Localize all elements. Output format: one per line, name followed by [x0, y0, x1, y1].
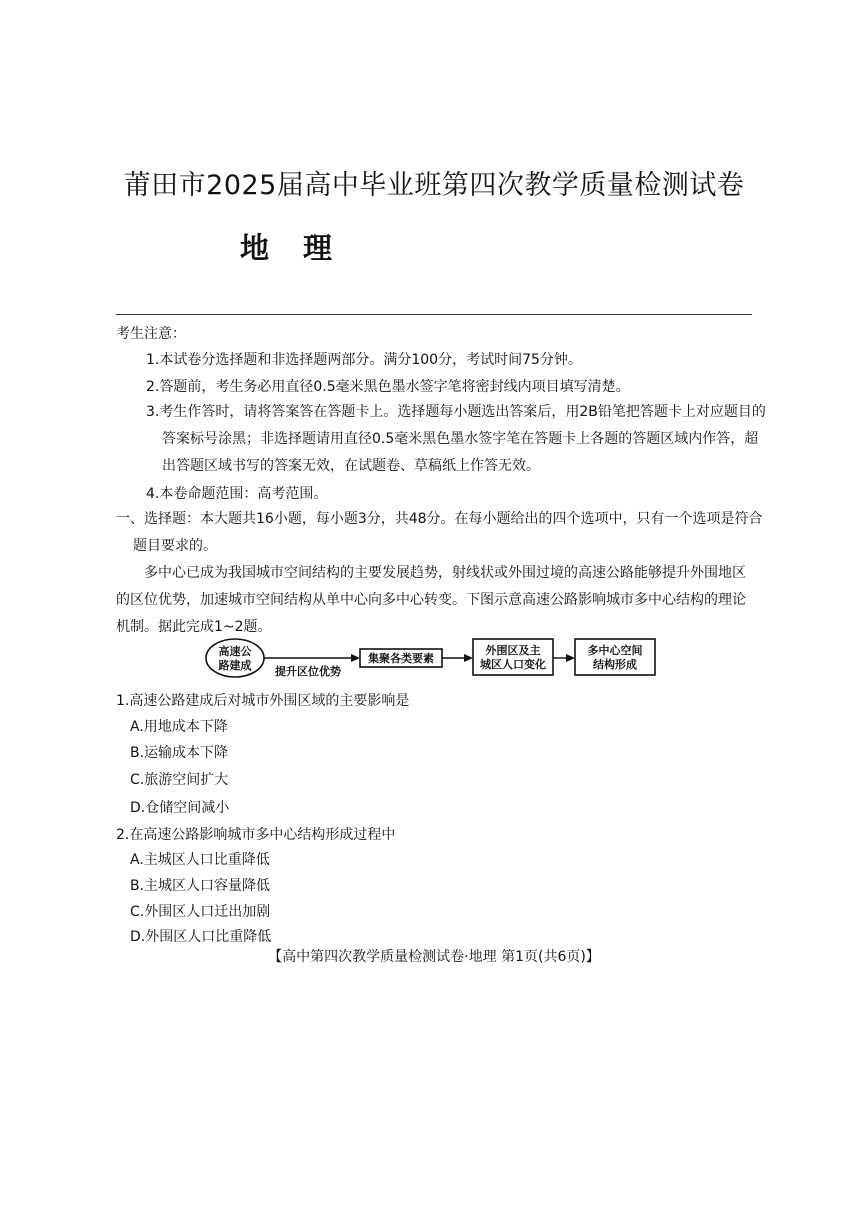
header-divider [116, 314, 752, 315]
question-1-option-d: D.仓储空间减小 [130, 800, 230, 816]
page-footer: 【高中第四次教学质量检测试卷·地理 第1页(共6页)】 [268, 949, 600, 965]
diagram-arrowhead-2 [464, 654, 473, 662]
diagram-node-highway-line2: 路建成 [218, 659, 252, 672]
question-1-option-b: B.运输成本下降 [130, 745, 229, 761]
question-2-option-a: A.主城区人口比重降低 [130, 852, 270, 868]
diagram-node-population-line1: 外围区及主 [485, 644, 541, 657]
section-1-heading: 一、选择题：本大题共16小题，每小题3分，共48分。在每小题给出的四个选项中，只有一个选项是符合题目要求的。 [116, 511, 763, 554]
diagram-node-gather-label: 集聚各类要素 [368, 652, 434, 665]
diagram-node-multicenter-line1: 多中心空间 [587, 644, 643, 657]
notice-item-2: 2.答题前，考生务必用直径0.5毫米黑色墨水签字笔将密封线内项目填写清楚。 [146, 379, 630, 395]
question-2-stem: 2.在高速公路影响城市多中心结构形成过程中 [116, 827, 396, 843]
subject-title: 地理 [240, 231, 367, 265]
notice-item-1: 1.本试卷分选择题和非选择题两部分。满分100分，考试时间75分钟。 [146, 352, 582, 368]
page-title: 莆田市2025届高中毕业班第四次教学质量检测试卷 [123, 170, 745, 201]
diagram-node-multicenter-line2: 结构形成 [593, 658, 637, 671]
question-2-option-b: B.主城区人口容量降低 [130, 878, 271, 894]
question-2-option-d: D.外围区人口比重降低 [130, 929, 272, 945]
notice-item-3: 3.考生作答时，请将答案答在答题卡上。选择题每小题选出答案后，用2B铅笔把答题卡上对应题目的答案标号涂黑；非选择题请用直径0.5毫米黑色墨水签字笔在答题卡上各题的答题区域内作答，超出答题区域书写的答案无效，在试题卷、草稿纸上作答无效。 [146, 404, 766, 474]
question-1-stem: 1.高速公路建成后对城市外围区域的主要影响是 [116, 693, 410, 709]
diagram-node-population-line2: 城区人口变化 [480, 658, 546, 671]
question-1-option-a: A.用地成本下降 [130, 719, 228, 735]
section-1-intro: 多中心已成为我国城市空间结构的主要发展趋势，射线状或外围过境的高速公路能够提升外围地区的区位优势，加速城市空间结构从单中心向多中心转变。下图示意高速公路影响城市多中心结构的理论机制。据此完成1~2题。 [116, 565, 746, 635]
diagram-arrowhead-3 [566, 654, 575, 662]
diagram-arrowhead-1 [351, 654, 360, 662]
diagram-edge-label: 提升区位优势 [275, 665, 341, 678]
question-2-option-c: C.外围区人口迁出加剧 [130, 904, 271, 920]
notice-heading: 考生注意： [116, 326, 186, 342]
diagram-node-highway-line1: 高速公 [218, 645, 252, 658]
mechanism-diagram [205, 636, 665, 684]
question-1-option-c: C.旅游空间扩大 [130, 772, 229, 788]
notice-item-4: 4.本卷命题范围：高考范围。 [146, 486, 328, 502]
